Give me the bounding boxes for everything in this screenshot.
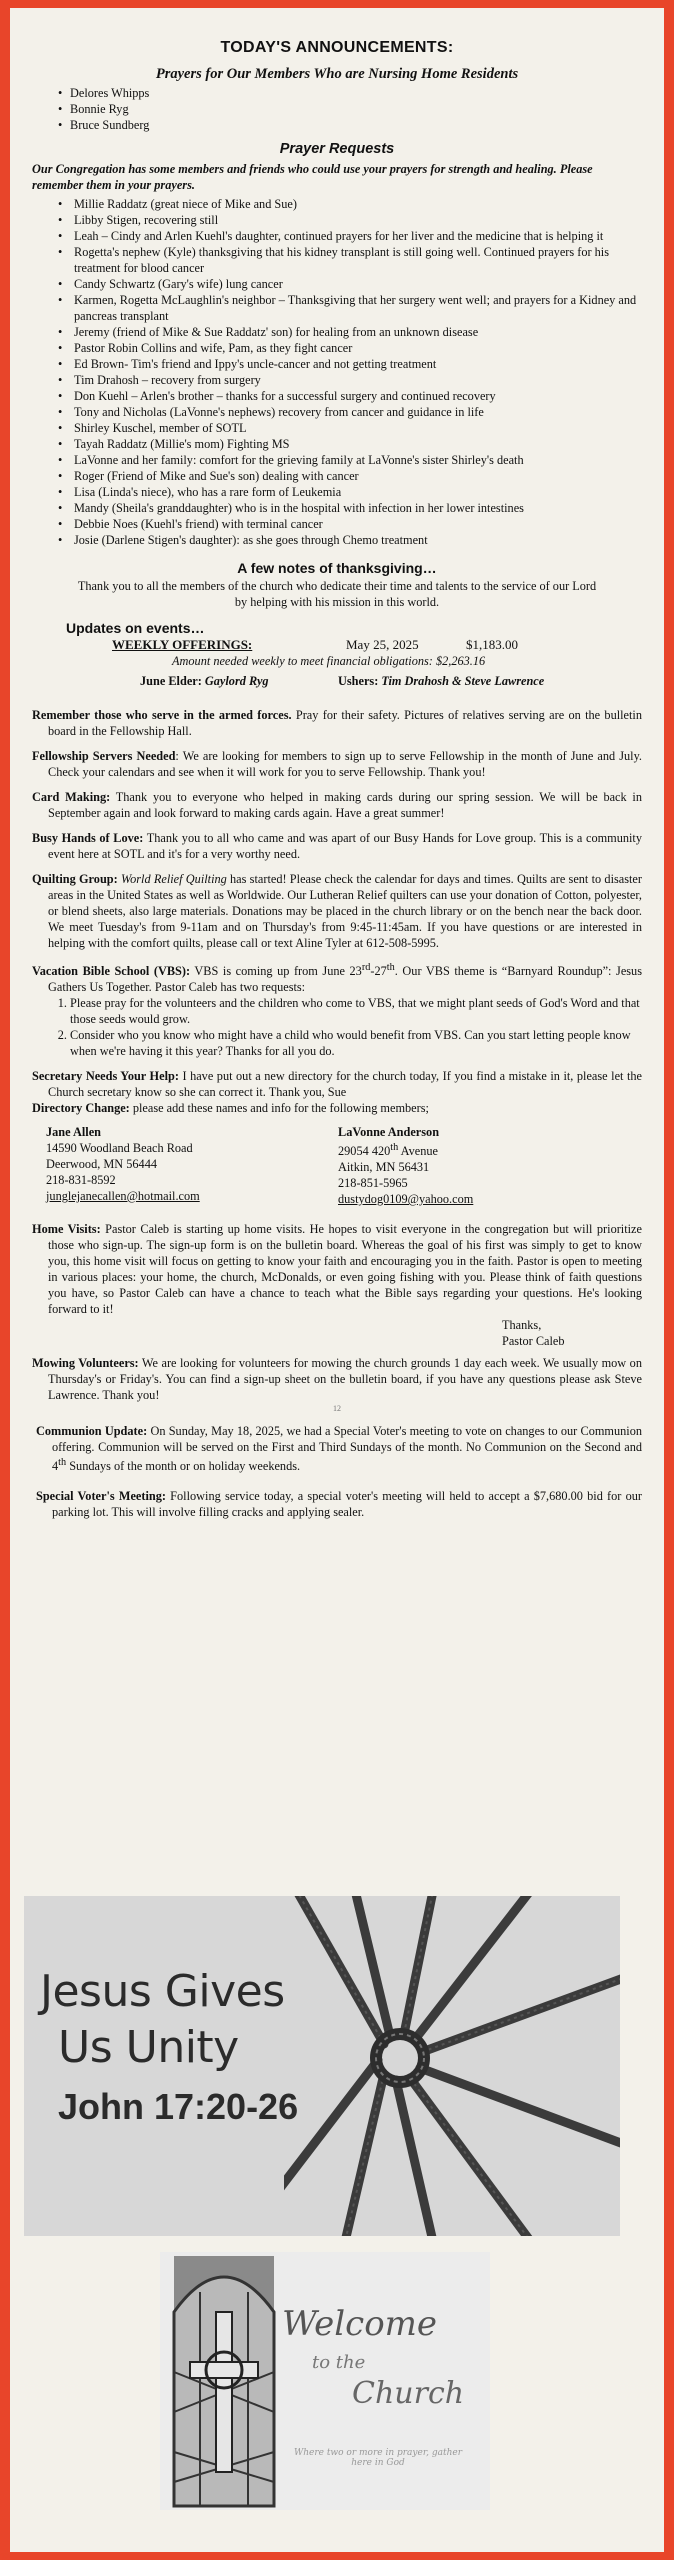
updates-heading: Updates on events… [66,620,205,637]
fellowship-note [32,749,642,781]
contact-phone: 218-831-8592 [46,1172,116,1187]
ushers-names: Tim Drahosh & Steve Lawrence [381,674,545,689]
banner-line-1: Jesus Gives [40,1966,285,2017]
busy-hands-text: Thank you to all who came and was apart of our Busy Hands for Love group. This is a community event here at SOTL and it's for a very worthy need. [48,831,643,862]
contact-address-tail: Avenue [398,1144,438,1159]
contact-phone: 218-851-5965 [338,1176,408,1191]
elder-row [140,674,642,690]
vbs-sup-1: rd [361,962,371,974]
page-number: 12 [333,1403,341,1413]
quilting-note [32,872,642,952]
prayer-request-item: • Lisa (Linda's niece), who has a rare form of Leukemia [70,485,642,501]
voters-text: Following service today, a special voter's meeting will held to accept a $7,680.00 bid for our parking lot. This will involve filling cracks and applying sealer. [52,1489,642,1520]
vbs-note [32,961,642,996]
secretary-note [32,1069,642,1101]
communion-text-2: Sundays of the month or on holiday weekends. [66,1459,301,1474]
prayer-request-item: • Pastor Robin Collins and wife, Pam, as they fight cancer [70,341,642,357]
voters-lead: Special Voter's Meeting: [36,1489,166,1504]
welcome-caption: Where two or more in prayer, gather here in God [293,2448,463,2468]
prayer-request-item: • Rogetta's nephew (Kyle) thanksgiving that his kidney transplant is still going well. Continued prayers for his treatment for blood cancer [70,245,642,277]
prayer-request-item: • LaVonne and her family: comfort for the grieving family at LaVonne's sister Shirley's death [70,453,642,469]
amount-needed: Amount needed weekly to meet financial obligations: $2,263.16 [172,654,486,669]
secretary-lead: Secretary Needs Your Help: [32,1069,179,1084]
bulletin-content [10,38,664,1521]
contact-email[interactable]: junglejanecallen@hotmail.com [46,1188,200,1203]
elder-label: June Elder: [140,674,202,689]
communion-lead: Communion Update: [36,1424,148,1439]
bulletin-page [10,8,664,2552]
mowing-lead: Mowing Volunteers: [32,1355,139,1370]
card-making-note [32,790,642,822]
contact-address-sup: th [390,1142,399,1153]
welcome-graphic [160,2252,490,2510]
prayer-request-item: • Candy Schwartz (Gary's wife) lung cancer [70,277,642,293]
contact-card [338,1125,630,1208]
home-visits-lead: Home Visits: [32,1222,101,1237]
prayer-heading: Prayer Requests [279,140,395,157]
communion-note [36,1424,642,1475]
mowing-note [32,1356,642,1404]
prayer-request-item: • Ed Brown- Tim's friend and Ippy's uncle-cancer and not getting treatment [70,357,642,373]
busy-hands-note [32,831,642,863]
elder-name: Gaylord Ryg [204,674,269,689]
banner-line-2: Us Unity [58,2022,239,2073]
contact-address: 14590 Woodland Beach Road [46,1141,193,1155]
signature-name: Pastor Caleb [502,1333,565,1348]
welcome-line-3: Church [352,2376,465,2411]
prayer-request-item: • Tim Drahosh – recovery from surgery [70,373,642,389]
nursing-resident: • Bonnie Ryg [70,102,642,118]
card-making-lead: Card Making: [32,790,111,805]
fellowship-text: : We are looking for members to sign up to serve Fellowship in the month of June and July. Check your calendars and see when it will work for you to serve Fellowship. Thank you! [48,749,642,780]
prayer-request-item: • Roger (Friend of Mike and Sue's son) dealing with cancer [70,469,642,485]
prayer-request-item: • Jeremy (friend of Mike & Sue Raddatz' son) for healing from an unknown disease [70,325,642,341]
vbs-request-item: 2. Consider who you know who might have a child who would benefit from VBS. Can you start letting people know when we're having it this year? Thanks for all you do. [70,1028,642,1060]
prayer-intro: Our Congregation has some members and friends who could use your prayers for strength and healing. Please remember them in your prayers. [32,162,593,193]
welcome-line-1: Welcome [282,2304,438,2344]
offerings-amount: $1,183.00 [466,637,518,653]
thanks-heading: A few notes of thanksgiving… [237,560,437,577]
nursing-heading: Prayers for Our Members Who are Nursing Home Residents [155,65,519,82]
contact-city: Deerwood, MN 56444 [46,1156,157,1171]
communion-sup: th [58,1457,67,1469]
banner-verse: John 17:20-26 [58,2086,299,2127]
contact-city: Aitkin, MN 56431 [338,1160,430,1175]
nursing-list [32,86,642,134]
offerings-label: WEEKLY OFFERINGS: [112,637,253,653]
thanks-text: Thank you to all the members of the church who dedicate their time and talents to the service of our Lord by helping with his mission in this world. [77,579,597,610]
communion-text-1: On Sunday, May 18, 2025, we had a Special Voter's meeting to vote on changes to our Communion offering. Communion will be served on the First and Third Sundays of the month. No Communion on the Second and 4 [52,1424,642,1474]
armed-forces-lead: Remember those who serve in the armed forces. [32,708,292,723]
quilting-italic: World Relief Quilting [120,872,227,887]
quilting-lead: Quilting Group: [32,872,118,887]
busy-hands-lead: Busy Hands of Love: [32,831,144,846]
prayer-request-item: • Tony and Nicholas (LaVonne's nephews) recovery from cancer and guidance in life [70,405,642,421]
prayer-request-item: • Karmen, Rogetta McLaughlin's neighbor – Thanksgiving that her surgery went well; and prayers for a Kidney and pancreas transplant [70,293,642,325]
prayer-request-item: • Josie (Darlene Stigen's daughter): as she goes through Chemo treatment [70,533,642,549]
prayer-request-item: • Shirley Kuschel, member of SOTL [70,421,642,437]
vbs-lead: Vacation Bible School (VBS): [32,964,191,979]
contact-card [46,1125,338,1208]
prayer-request-item: • Millie Raddatz (great niece of Mike and Sue) [70,197,642,213]
vbs-text-1: VBS is coming up from June 23 [190,964,362,979]
quilting-text: has started! Please check the calendar for days and times. Quilts are sent to disaster areas in the United States as well as Worldwide. Our Lutheran Relief quilters can use your donation of Cotton, polyester, or blend sheets, also large materials. Donations may be placed in the church library or on the bench near the back door. We meet Tuesday's from 9-11am and on Thursday's from 9:45-11:45am. If you have questions or are interested in helping with the comfort quilts, please call or text Aline Tyler at 612-508-5995. [48,872,642,951]
home-visits-text: Pastor Caleb is starting up home visits. He hopes to visit everyone in the congregation but will prioritize those who sign-up. The sign-up form is on the bulletin board. Whereas the goal of his first was simply to get to know you, this home visit will focus on getting to know your faith and encouraging you in the faith. Pastor is open to meeting in various places: your home, the church, McDonalds, or even going fishing with you. Please think of faith questions you have, so Pastor Caleb can have a chance to teach what the Bible says regarding your questions. He's looking forward to it! [48,1222,642,1316]
offerings-date: May 25, 2025 [346,637,419,653]
vbs-request-item: 1. Please pray for the volunteers and the children who come to VBS, that we might plant seeds of God's Word and that those seeds would grow. [70,996,642,1028]
ushers-label: Ushers: [338,674,379,689]
directory-lead: Directory Change: [32,1101,130,1116]
prayer-request-item: • Mandy (Sheila's granddaughter) who is in the hospital with infection in her lower intestines [70,501,642,517]
mowing-text: We are looking for volunteers for mowing the church grounds 1 day each week. We usually mow on Thursday's or Friday's. You can find a sign-up sheet on the bulletin board, if you have any questions please ask Steve Lawrence. Thank you! [48,1355,642,1402]
stained-glass-cross-icon [160,2252,280,2510]
voters-note [36,1489,642,1521]
contact-address: 29054 420 [338,1144,391,1159]
contact-name: LaVonne Anderson [338,1125,440,1140]
prayer-request-item: • Leah – Cindy and Arlen Kuehl's daughter, continued prayers for her liver and the medicine that is helping it [70,229,642,245]
prayer-request-item: • Libby Stigen, recovering still [70,213,642,229]
contact-name: Jane Allen [46,1125,101,1140]
nursing-resident: • Bruce Sundberg [70,118,642,134]
directory-contacts [46,1125,642,1208]
prayer-list [32,197,642,549]
vbs-requests [32,996,642,1060]
vbs-sup-2: th [386,962,395,974]
vbs-text-2: -27 [370,964,387,979]
prayer-request-item: • Tayah Raddatz (Millie's mom) Fighting MS [70,437,642,453]
armed-forces-note [32,708,642,740]
page-title: TODAY'S ANNOUNCEMENTS: [220,39,454,56]
armed-forces-text: Pray for their safety. Pictures of relatives serving are on the bulletin board in the Fellowship Hall. [48,708,642,739]
prayer-request-item: • Debbie Noes (Kuehl's friend) with terminal cancer [70,517,642,533]
card-making-text: Thank you to everyone who helped in making cards during our spring session. We will be back in September again and look forward to making cards again. Have a great summer! [48,790,642,821]
home-visits-note [32,1222,642,1318]
rope-knot-icon [284,1896,620,2236]
nursing-resident: • Delores Whipps [70,86,642,102]
vbs-text-3: . Our VBS theme is “Barnyard Roundup”: Jesus Gathers Us Together. Pastor Caleb has two requests: [48,964,642,995]
contact-email[interactable]: dustydog0109@yahoo.com [338,1192,474,1207]
offerings-row [112,637,642,654]
prayer-request-item: • Don Kuehl – Arlen's brother – thanks for a successful surgery and continued recovery [70,389,642,405]
directory-note [32,1101,642,1117]
directory-text: please add these names and info for the following members; [129,1101,429,1116]
unity-banner [24,1896,620,2236]
fellowship-lead: Fellowship Servers Needed [32,749,176,764]
welcome-line-2: to the [312,2352,366,2373]
secretary-text: I have put out a new directory for the church today, If you find a mistake in it, please let the Church secretary know so she can correct it. Thank you, Sue [48,1069,642,1100]
signature-thanks: Thanks, [502,1317,542,1332]
